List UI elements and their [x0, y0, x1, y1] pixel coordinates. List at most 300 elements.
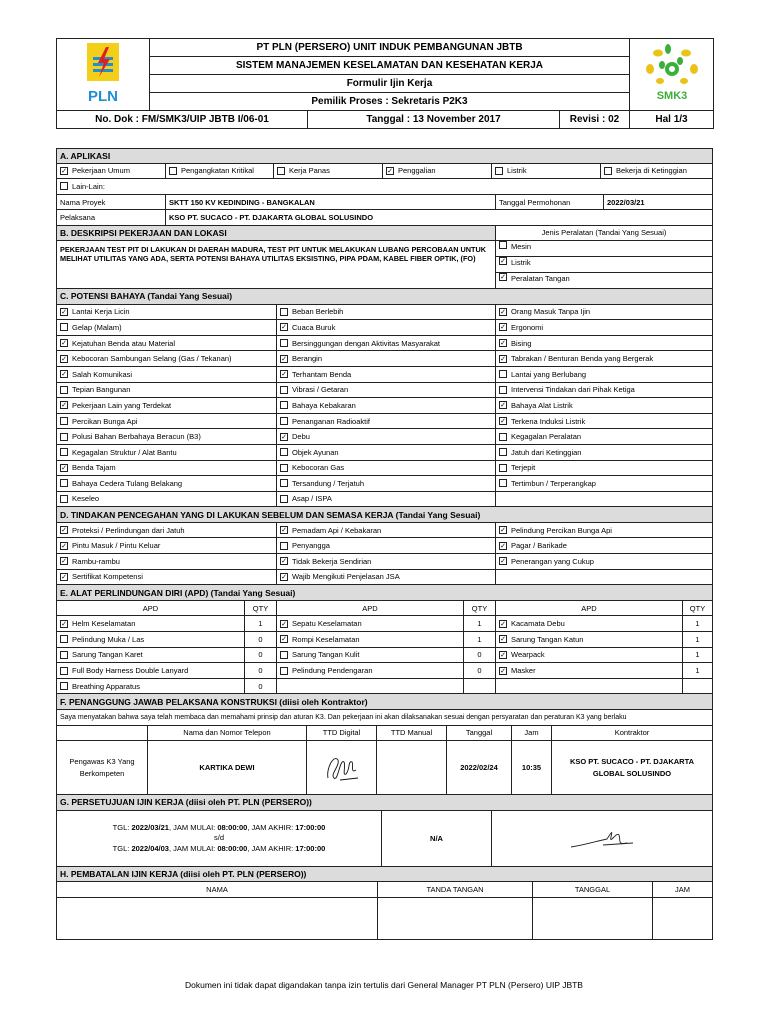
checklist-row [56, 445, 713, 461]
option-label: Pengangkatan Kritikal [181, 166, 254, 176]
option-benda-tajam [57, 461, 276, 476]
checkbox[interactable] [280, 573, 288, 581]
option-label: Pelindung Pendengaran [292, 666, 373, 676]
option-rambu-rambu [57, 554, 276, 569]
option-sepatu-keselamatan [276, 616, 463, 631]
checkbox[interactable] [280, 635, 288, 643]
checklist-row [56, 414, 713, 430]
ppe-qty: 1 [682, 632, 712, 647]
option-tersandung-terjatuh [276, 476, 495, 491]
option-pelindung-pendengaran [276, 663, 463, 678]
option-vibrasi-getaran [276, 383, 495, 398]
option-kegagalan-peralatan [495, 429, 712, 444]
checkbox[interactable] [280, 557, 288, 565]
option-keseleo [57, 492, 276, 507]
option-label: Tidak Bekerja Sendirian [292, 556, 372, 566]
option-label: Tersandung / Terjatuh [292, 478, 364, 488]
checkbox[interactable] [495, 167, 503, 175]
checklist-row [56, 383, 713, 399]
option-label: Asap / ISPA [292, 494, 332, 504]
option-salah-komunikasi [57, 367, 276, 382]
checklist-row [56, 351, 713, 367]
option-sertifikat-kompetensi [57, 570, 276, 585]
option-label: Bersinggungan dengan Aktivitas Masyarakat [292, 338, 441, 348]
checkbox[interactable] [60, 370, 68, 378]
option-bahaya-cedera-tulang-belakang [57, 476, 276, 491]
checkbox[interactable] [499, 448, 507, 456]
checkbox[interactable] [499, 433, 507, 441]
checkbox[interactable] [60, 355, 68, 363]
section-f-header: F. PENANGGUNG JAWAB PELAKSANA KONSTRUKSI (diisi oleh Kontraktor) [56, 694, 713, 710]
checkbox[interactable] [60, 542, 68, 550]
option-label: Debu [292, 432, 310, 442]
checkbox[interactable] [499, 401, 507, 409]
option-label: Proteksi / Perlindungan dari Jatuh [72, 525, 185, 535]
col-apd: APD [495, 601, 682, 616]
section-e-header: E. ALAT PERLINDUNGAN DIRI (APD) (Tandai Yang Sesuai) [56, 585, 713, 601]
option-polusi-bahan-berbahaya-beracun-b3 [57, 429, 276, 444]
checkbox[interactable] [280, 526, 288, 534]
option-label: Ergonomi [511, 322, 544, 332]
option-label: Salah Komunikasi [72, 369, 133, 379]
empty-cell [276, 679, 463, 694]
option-label: Kebocoran Gas [292, 463, 345, 473]
option-intervensi-tindakan-dari-pihak-ketiga [495, 383, 712, 398]
ppe-header-row [56, 601, 713, 617]
checkbox[interactable] [60, 495, 68, 503]
checkbox[interactable] [499, 464, 507, 472]
option-masker [495, 663, 682, 678]
option-penyangga [276, 538, 495, 553]
checkbox[interactable] [499, 386, 507, 394]
checkbox[interactable] [60, 417, 68, 425]
checkbox[interactable] [60, 682, 68, 690]
option-label: Full Body Harness Double Lanyard [72, 666, 189, 676]
checkbox[interactable] [169, 167, 177, 175]
section-g-header: G. PERSETUJUAN IJIN KERJA (diisi oleh PT. PLN (PERSERO)) [56, 795, 713, 811]
checkbox[interactable] [280, 542, 288, 550]
option-label: Tabrakan / Benturan Benda yang Bergerak [511, 354, 654, 364]
option-label: Intervensi Tindakan dari Pihak Ketiga [511, 385, 635, 395]
option-kacamata-debu [495, 616, 682, 631]
option-label: Sarung Tangan Katun [511, 634, 584, 644]
approval-row [56, 811, 713, 867]
cancel-col-signature: TANDA TANGAN [377, 882, 532, 897]
option-label: Rompi Keselamatan [292, 634, 360, 644]
option-label: Terhantam Benda [292, 369, 352, 379]
option-bekerja-di-ketinggian [600, 164, 708, 179]
option-pemadam-api-kebakaran [276, 523, 495, 538]
option-label: Lantai Kerja Licin [72, 307, 130, 317]
checkbox[interactable] [499, 355, 507, 363]
option-label: Benda Tajam [72, 463, 116, 473]
option-label: Bising [511, 338, 532, 348]
checkbox[interactable] [499, 370, 507, 378]
option-pelindung-percikan-bunga-api [495, 523, 712, 538]
work-description: PEKERJAAN TEST PIT DI LAKUKAN DI DAERAH MADURA, TEST PIT UNTUK MELAKUKAN LUBANG PERCOBAAN UNTUK MELIHAT UTILITAS YANG ADA, SERTA POTENSI BAHAYA UTILITAS EKSISTING, PIPA PDAM, KABEL FIBER OPTIK, (FO) [60, 244, 487, 264]
checkbox[interactable] [280, 433, 288, 441]
checklist-row [56, 554, 713, 570]
application-types-row [56, 164, 713, 180]
header-doc-no: No. Dok : FM/SMK3/UIP JBTB I/06-01 [57, 111, 308, 129]
option-tidak-bekerja-sendirian [276, 554, 495, 569]
option-pagar-barikade [495, 538, 712, 553]
option-label: Lantai yang Berlubang [511, 369, 587, 379]
header-process-owner: Pemilik Proses : Sekretaris P2K3 [150, 93, 630, 111]
checklist-row [56, 523, 713, 539]
equipment-type-label: Jenis Peralatan (Tandai Yang Sesuai) [495, 226, 712, 240]
option-label: Breathing Apparatus [72, 681, 140, 691]
checkbox[interactable] [280, 417, 288, 425]
checklist-row [56, 461, 713, 477]
cancel-date-field[interactable] [532, 898, 652, 939]
col-contractor: Kontraktor [551, 726, 712, 741]
option-bahaya-alat-listrik [495, 398, 712, 413]
approval-start: TGL: 2022/03/21, JAM MULAI: 08:00:00, JAM AKHIR: 17:00:00 [112, 822, 326, 832]
lain-lain-label: Lain-Lain: [72, 181, 105, 191]
option-kebocoran-gas [276, 461, 495, 476]
option-tepian-bangunan [57, 383, 276, 398]
ppe-qty: 0 [244, 648, 276, 663]
option-label: Mesin [511, 241, 532, 251]
checkbox[interactable] [499, 339, 507, 347]
checkbox[interactable] [60, 401, 68, 409]
option-pekerjaan-umum [57, 164, 165, 179]
checklist-row [56, 570, 713, 586]
option-proteksi-perlindungan-dari-jatuh [57, 523, 276, 538]
checkbox[interactable] [499, 526, 507, 534]
option-label: Percikan Bunga Api [72, 416, 138, 426]
responsible-date: 2022/02/24 [446, 741, 511, 794]
option-mesin [496, 241, 712, 256]
option-kebocoran-sambungan-selang-gas-tekanan [57, 351, 276, 366]
option-kerja-panas [273, 164, 382, 179]
option-label: Pintu Masuk / Pintu Keluar [72, 541, 161, 551]
option-label: Listrik [511, 257, 531, 267]
request-date-label: Tanggal Permohonan [495, 195, 603, 210]
checkbox[interactable] [499, 651, 507, 659]
checkbox[interactable] [280, 370, 288, 378]
option-pekerjaan-lain-yang-terdekat [57, 398, 276, 413]
lain-lain-checkbox[interactable] [60, 182, 68, 190]
checkbox[interactable] [60, 526, 68, 534]
option-label: Pekerjaan Lain yang Terdekat [72, 400, 172, 410]
cancel-row [56, 898, 713, 940]
approval-signature-icon [567, 823, 637, 853]
section-c-header: C. POTENSI BAHAYA (Tandai Yang Sesuai) [56, 289, 713, 305]
col-time: Jam [511, 726, 551, 741]
ppe-qty: 0 [244, 679, 276, 694]
responsible-header-row [56, 726, 713, 742]
option-rompi-keselamatan [276, 632, 463, 647]
option-jatuh-dari-ketinggian [495, 445, 712, 460]
option-full-body-harness-double-lanyard [57, 663, 244, 678]
permit-form [56, 148, 713, 940]
checklist-row [56, 476, 713, 492]
option-label: Sepatu Keselamatan [292, 619, 362, 629]
ppe-qty: 0 [463, 663, 495, 678]
checkbox[interactable] [280, 401, 288, 409]
checkbox[interactable] [280, 386, 288, 394]
option-percikan-bunga-api [57, 414, 276, 429]
cancel-col-name: NAMA [206, 885, 228, 895]
checkbox[interactable] [60, 167, 68, 175]
cancel-col-time: JAM [652, 882, 712, 897]
option-bising [495, 336, 712, 351]
checkbox[interactable] [280, 308, 288, 316]
checklist-row [56, 320, 713, 336]
option-orang-masuk-tanpa-ijin [495, 305, 712, 320]
option-pengangkatan-kritikal [165, 164, 273, 179]
request-date-value: 2022/03/21 [603, 195, 712, 210]
checkbox[interactable] [499, 273, 507, 281]
option-label: Sarung Tangan Kulit [292, 650, 360, 660]
approval-end: TGL: 2022/04/03, JAM MULAI: 08:00:00, JAM AKHIR: 17:00:00 [112, 843, 326, 853]
ppe-qty: 0 [244, 663, 276, 678]
col-qty: QTY [463, 601, 495, 616]
option-sarung-tangan-katun [495, 632, 682, 647]
option-label: Gelap (Malam) [72, 322, 122, 332]
option-label: Keseleo [72, 494, 100, 504]
option-label: Kerja Panas [289, 166, 330, 176]
checkbox[interactable] [499, 257, 507, 265]
checkbox[interactable] [60, 323, 68, 331]
option-pintu-masuk-pintu-keluar [57, 538, 276, 553]
precaution-list [56, 523, 713, 585]
smk3-logo-cell [630, 39, 714, 111]
checkbox[interactable] [60, 635, 68, 643]
description-row [56, 241, 713, 289]
checklist-row [56, 398, 713, 414]
checkbox[interactable] [280, 620, 288, 628]
option-berangin [276, 351, 495, 366]
option-terjepit [495, 461, 712, 476]
header-company: PT PLN (PERSERO) UNIT INDUK PEMBANGUNAN JBTB [150, 39, 630, 57]
option-tertimbun-terperangkap [495, 476, 712, 491]
option-label: Vibrasi / Getaran [292, 385, 349, 395]
option-terhantam-benda [276, 367, 495, 382]
cancel-time-field[interactable] [652, 898, 712, 939]
col-name-phone: Nama dan Nomor Telepon [147, 726, 306, 741]
option-label: Kegagalan Struktur / Alat Bantu [72, 447, 177, 457]
checkbox[interactable] [277, 167, 285, 175]
checkbox[interactable] [60, 573, 68, 581]
project-value: SKTT 150 KV KEDINDING - BANGKALAN [165, 195, 495, 210]
option-objek-ayunan [276, 445, 495, 460]
other-application-row [56, 179, 713, 195]
option-label: Terjepit [511, 463, 536, 473]
checkbox[interactable] [280, 651, 288, 659]
ppe-row [56, 679, 713, 695]
header-revisi: Revisi : 02 [560, 111, 630, 129]
footer-note: Dokumen ini tidak dapat digandakan tanpa izin tertulis dari General Manager PT PLN (Persero) UIP JBTB [185, 980, 583, 990]
option-label: Kebocoran Sambungan Selang (Gas / Tekanan) [72, 354, 232, 364]
checkbox[interactable] [499, 479, 507, 487]
checklist-row [56, 336, 713, 352]
ppe-qty: 0 [463, 648, 495, 663]
ppe-qty: 1 [244, 616, 276, 631]
option-beban-berlebih [276, 305, 495, 320]
ppe-qty: 1 [682, 648, 712, 663]
checkbox[interactable] [60, 667, 68, 675]
option-label: Tepian Bangunan [72, 385, 131, 395]
header-system: SISTEM MANAJEMEN KESELAMATAN DAN KESEHATAN KERJA [150, 57, 630, 75]
checkbox[interactable] [60, 308, 68, 316]
option-label: Bekerja di Ketinggian [616, 166, 687, 176]
option-label: Polusi Bahan Berbahaya Beracun (B3) [72, 432, 201, 442]
approval-na: N/A [381, 811, 491, 866]
checkbox[interactable] [499, 542, 507, 550]
option-cuaca-buruk [276, 320, 495, 335]
checklist-row [56, 367, 713, 383]
checkbox[interactable] [60, 448, 68, 456]
checkbox[interactable] [60, 557, 68, 565]
option-lantai-yang-berlubang [495, 367, 712, 382]
header-page: Hal 1/3 [630, 111, 714, 129]
digital-signature-cell [306, 741, 376, 794]
checklist-row [56, 492, 713, 508]
checkbox[interactable] [60, 620, 68, 628]
col-date: Tanggal [446, 726, 511, 741]
checklist-row [56, 429, 713, 445]
col-ttd-digital: TTD Digital [306, 726, 376, 741]
option-label: Listrik [507, 166, 527, 176]
checkbox[interactable] [280, 355, 288, 363]
empty-cell [495, 570, 712, 585]
checkbox[interactable] [499, 417, 507, 425]
svg-text:SMK3: SMK3 [656, 90, 687, 102]
section-h-header: H. PEMBATALAN IJIN KERJA (diisi oleh PT. PLN (PERSERO)) [56, 867, 713, 883]
option-label: Berangin [292, 354, 323, 364]
checkbox[interactable] [60, 386, 68, 394]
cancel-signature-field[interactable] [377, 898, 532, 939]
option-bahaya-kebakaran [276, 398, 495, 413]
option-tabrakan-benturan-benda-yang-bergerak [495, 351, 712, 366]
checkbox[interactable] [60, 464, 68, 472]
col-qty: QTY [244, 601, 276, 616]
option-label: Bahaya Alat Listrik [511, 400, 573, 410]
checkbox[interactable] [280, 323, 288, 331]
ppe-row [56, 632, 713, 648]
option-gelap-malam [57, 320, 276, 335]
option-peralatan-tangan [496, 272, 712, 288]
checkbox[interactable] [499, 241, 507, 249]
empty-cell [495, 679, 682, 694]
approval-period: TGL: 2022/03/21, JAM MULAI: 08:00:00, JAM AKHIR: 17:00:00 s/d TGL: 2022/04/03, JAM MULAI: 08:00:00, JAM AKHIR: 17:00:00 [112, 822, 326, 853]
option-label: Pekerjaan Umum [72, 166, 130, 176]
checkbox[interactable] [499, 635, 507, 643]
checkbox[interactable] [60, 339, 68, 347]
ppe-qty: 1 [682, 663, 712, 678]
checkbox[interactable] [386, 167, 394, 175]
contractor-name: KSO PT. SUCACO - PT. DJAKARTA GLOBAL SOLUSINDO [551, 741, 712, 794]
hazard-list [56, 305, 713, 508]
checkbox[interactable] [499, 308, 507, 316]
option-label: Sarung Tangan Karet [72, 650, 143, 660]
option-breathing-apparatus [57, 679, 244, 694]
cancel-name-field[interactable] [57, 898, 377, 939]
checkbox[interactable] [280, 495, 288, 503]
ppe-qty: 1 [463, 632, 495, 647]
cancel-col-date: TANGGAL [532, 882, 652, 897]
option-listrik [491, 164, 600, 179]
ppe-qty: 0 [244, 632, 276, 647]
option-label: Penyangga [292, 541, 330, 551]
option-label: Kacamata Debu [511, 619, 565, 629]
checkbox[interactable] [60, 479, 68, 487]
role-cell: Pengawas K3 Yang Berkompeten [69, 756, 135, 778]
checkbox[interactable] [280, 667, 288, 675]
equipment-list [495, 241, 712, 288]
empty-cell [682, 679, 712, 694]
option-label: Beban Berlebih [292, 307, 344, 317]
option-label: Peralatan Tangan [511, 273, 570, 283]
header-date: Tanggal : 13 November 2017 [308, 111, 560, 129]
checkbox[interactable] [604, 167, 612, 175]
pln-logo-cell [57, 39, 150, 111]
col-apd: APD [142, 603, 159, 613]
option-penggalian [382, 164, 491, 179]
checkbox[interactable] [60, 433, 68, 441]
option-kejatuhan-benda-atau-material [57, 336, 276, 351]
option-sarung-tangan-karet [57, 648, 244, 663]
responsible-row [56, 741, 713, 795]
option-listrik [496, 256, 712, 272]
ppe-qty: 1 [463, 616, 495, 631]
option-pelindung-muka-las [57, 632, 244, 647]
option-lantai-kerja-licin [57, 305, 276, 320]
ppe-list [56, 616, 713, 694]
option-kegagalan-struktur-alat-bantu [57, 445, 276, 460]
checkbox[interactable] [280, 448, 288, 456]
option-label: Pagar / Barikade [511, 541, 567, 551]
checkbox[interactable] [280, 464, 288, 472]
checkbox[interactable] [499, 620, 507, 628]
option-ergonomi [495, 320, 712, 335]
checkbox[interactable] [280, 339, 288, 347]
option-label: Wajib Mengikuti Penjelasan JSA [292, 572, 400, 582]
pln-logo-icon [73, 39, 133, 107]
option-label: Terkena Induksi Listrik [511, 416, 586, 426]
col-qty: QTY [682, 601, 712, 616]
document-header [56, 38, 713, 126]
section-d-header: D. TINDAKAN PENCEGAHAN YANG DI LAKUKAN SEBELUM DAN SEMASA KERJA (Tandai Yang Sesuai) [56, 507, 713, 523]
option-label: Bahaya Kebakaran [292, 400, 356, 410]
option-label: Tertimbun / Terperangkap [511, 478, 596, 488]
option-debu [276, 429, 495, 444]
signature-scribble-icon [320, 748, 364, 788]
k3-statement: Saya menyatakan bahwa saya telah membaca dan memahami prinsip dan aturan K3. Dan pekerjaan ini akan dilaksanakan sesuai dengan persyaratan dan peraturan K3 yang berlaku [60, 713, 627, 721]
checklist-row [56, 305, 713, 321]
option-sarung-tangan-kulit [276, 648, 463, 663]
ppe-row [56, 663, 713, 679]
checkbox[interactable] [60, 651, 68, 659]
option-terkena-induksi-listrik [495, 414, 712, 429]
checkbox[interactable] [499, 557, 507, 565]
option-bersinggungan-dengan-aktivitas-masyarakat [276, 336, 495, 351]
checkbox[interactable] [280, 479, 288, 487]
section-a-header: A. APLIKASI [56, 148, 713, 164]
svg-text:PLN: PLN [88, 88, 118, 105]
empty-cell [463, 679, 495, 694]
checkbox[interactable] [499, 323, 507, 331]
option-penerangan-yang-cukup [495, 554, 712, 569]
smk3-logo-icon [640, 41, 704, 105]
responsible-name: KARTIKA DEWI [147, 741, 306, 794]
checkbox[interactable] [499, 667, 507, 675]
ppe-row [56, 648, 713, 664]
option-label: Orang Masuk Tanpa Ijin [511, 307, 591, 317]
